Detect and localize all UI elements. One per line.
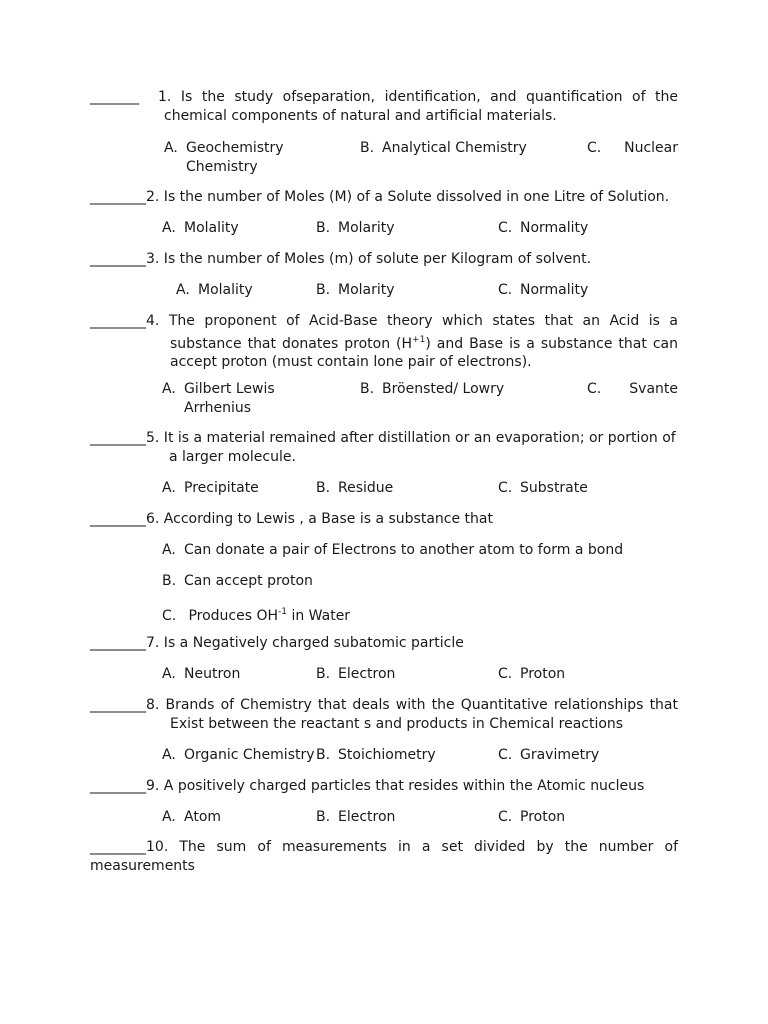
answer-blank: ________2. xyxy=(90,189,160,205)
options-6b xyxy=(90,572,678,592)
answer-blank: ________9. xyxy=(90,778,160,794)
question-text: It is a material remained after distillation or an evaporation; or portion of xyxy=(159,430,676,446)
option-b: B. Molarity xyxy=(316,282,395,298)
options-1 xyxy=(90,139,678,177)
option-b: B. Can accept proton xyxy=(162,573,313,589)
question-text: Is the number of Moles (M) of a Solute dissolved in one Litre of Solution. xyxy=(159,189,670,205)
question-text: According to Lewis , a Base is a substance that xyxy=(159,511,493,527)
option-a: A. Gilbert Lewis xyxy=(162,381,275,397)
question-text: Brands of Chemistry that deals with the Quantitative relationships that xyxy=(159,697,678,713)
question-text-cont: measurements xyxy=(90,857,195,874)
question-9 xyxy=(90,777,678,796)
option-a-cont: Arrhenius xyxy=(184,399,252,416)
question-2 xyxy=(90,188,678,207)
question-10 xyxy=(90,838,678,875)
question-4 xyxy=(90,312,678,372)
answer-blank: _______ 1. xyxy=(90,89,172,105)
answer-blank: ________10. xyxy=(90,839,169,855)
answer-blank: ________4. xyxy=(90,313,160,329)
question-text-cont: substance that donates proton $(H^{+1})$ and Base is a substance that can xyxy=(170,334,678,352)
option-a-cont: Chemistry xyxy=(186,158,258,175)
question-1 xyxy=(90,88,678,125)
option-c: C. Svante xyxy=(587,381,678,397)
question-text: Is the study ofseparation, identification, and quantification of the xyxy=(171,89,678,105)
option-a: A. Molality xyxy=(176,282,253,298)
option-a: A. Atom xyxy=(162,809,222,825)
option-a: A. Precipitate xyxy=(162,480,259,496)
options-4 xyxy=(90,380,678,418)
option-b: B. Analytical Chemistry xyxy=(360,140,527,156)
option-b: B. Bröensted/ Lowry xyxy=(360,381,505,397)
option-a: A. Neutron xyxy=(162,666,241,682)
option-c: C. Proton xyxy=(498,809,566,825)
question-3 xyxy=(90,250,678,269)
question-text-cont: accept proton (must contain lone pair of electrons). xyxy=(170,354,532,370)
option-b: B. Molarity xyxy=(316,220,395,236)
answer-blank: ________5. xyxy=(90,430,160,446)
option-c: C. Proton xyxy=(498,666,566,682)
question-text: A positively charged particles that resides within the Atomic nucleus xyxy=(159,778,645,794)
answer-blank: ________7. xyxy=(90,635,160,651)
question-text: The sum of measurements in a set divided by the number of xyxy=(168,839,678,855)
question-text: The proponent of Acid-Base theory which states that an Acid is a xyxy=(159,313,678,329)
option-a: A. Geochemistry xyxy=(164,140,284,156)
option-a: A. Molality xyxy=(162,220,239,236)
question-7 xyxy=(90,634,678,653)
option-b: B. Electron xyxy=(316,666,396,682)
question-text: Is a Negatively charged subatomic particle xyxy=(159,635,464,651)
option-b: B. Electron xyxy=(316,809,396,825)
option-b: B. Residue xyxy=(316,480,394,496)
options-6a xyxy=(90,541,678,561)
answer-blank: ________8. xyxy=(90,697,160,713)
options-6c xyxy=(90,603,678,623)
question-6 xyxy=(90,510,678,529)
question-8 xyxy=(90,696,678,733)
option-c: C. Normality xyxy=(498,220,589,236)
question-text-cont: Exist between the reactant s and products in Chemical reactions xyxy=(170,715,624,732)
option-c: C. Produces $OH^{-1}$ in Water xyxy=(162,607,351,624)
question-text-cont: chemical components of natural and artificial materials. xyxy=(164,107,557,124)
option-a: A. Can donate a pair of Electrons to another atom to form a bond xyxy=(162,542,624,558)
question-text: Is the number of Moles (m) of solute per Kilogram of solvent. xyxy=(159,251,592,267)
option-c: C. Normality xyxy=(498,282,589,298)
option-c: C. Substrate xyxy=(498,480,588,496)
question-text-cont: a larger molecule. xyxy=(169,448,296,465)
question-5 xyxy=(90,429,678,466)
option-c: C. Nuclear xyxy=(587,140,678,156)
answer-blank: ________6. xyxy=(90,511,160,527)
answer-blank: ________3. xyxy=(90,251,160,267)
option-c: C. Gravimetry xyxy=(498,747,600,763)
option-b: B. Stoichiometry xyxy=(316,747,436,763)
option-a: A. Organic Chemistry xyxy=(162,747,315,763)
